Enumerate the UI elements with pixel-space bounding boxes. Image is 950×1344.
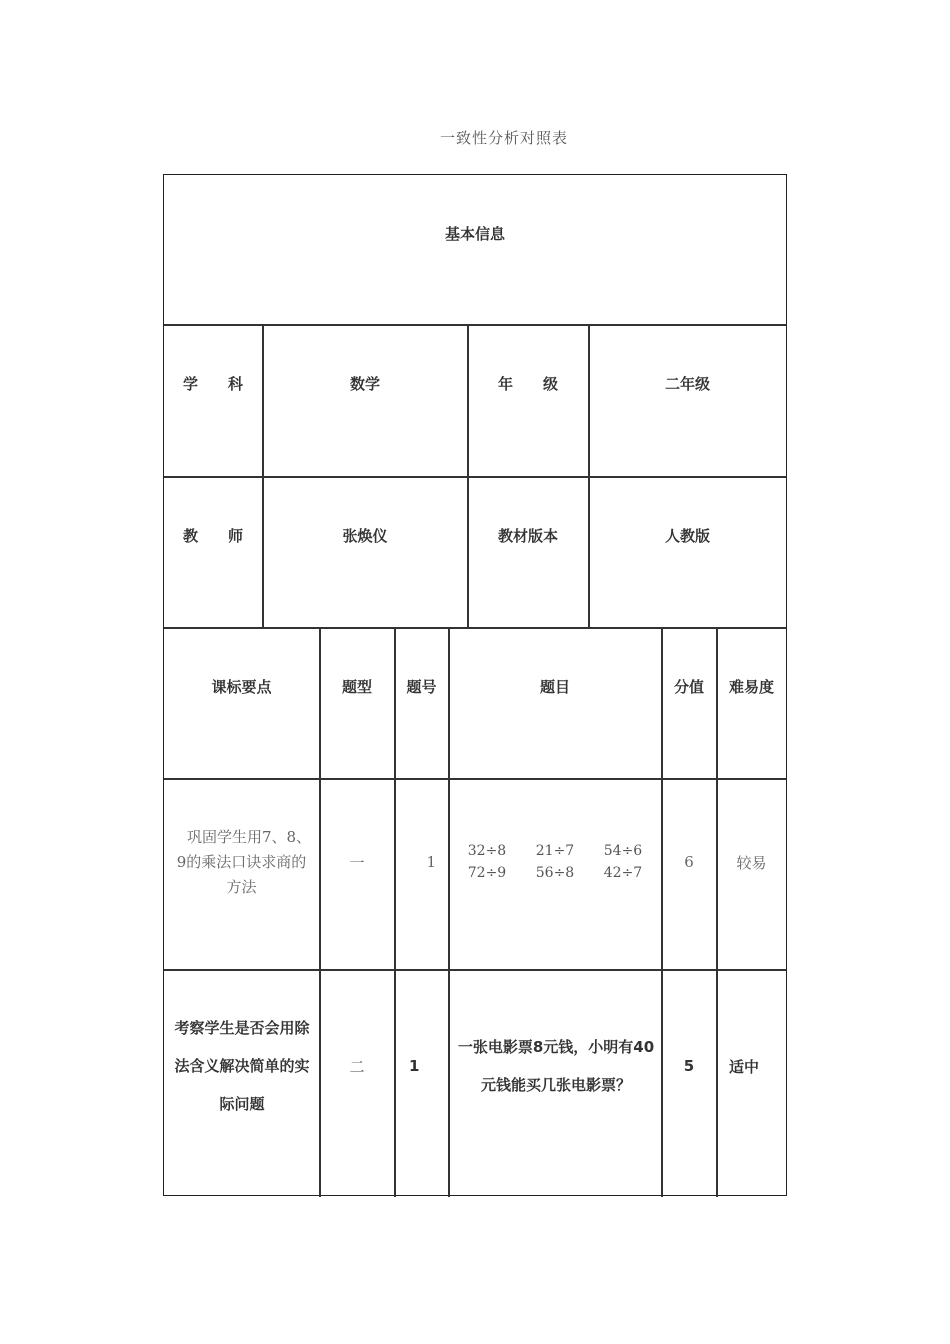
expression: 32÷8 (467, 843, 507, 859)
teacher-value: 张焕仪 (342, 526, 388, 545)
row2-type: 二 (349, 1057, 365, 1076)
header-number: 题号 (406, 677, 437, 696)
row2-number: 1 (409, 1057, 420, 1075)
expression: 21÷7 (535, 843, 575, 859)
document-title: 一致性分析对照表 (439, 129, 568, 147)
grade-label: 年 级 (497, 375, 558, 393)
row1-type: 一 (349, 853, 365, 872)
subject-value: 数学 (349, 375, 380, 393)
basic-info-header: 基本信息 (444, 225, 505, 243)
subject-label: 学 科 (182, 375, 243, 393)
row1-difficulty: 较易 (736, 853, 767, 872)
expression: 54÷6 (603, 843, 643, 859)
grade-value: 二年级 (664, 375, 710, 393)
row1-question (449, 779, 661, 945)
expression: 42÷7 (603, 865, 643, 881)
header-difficulty: 难易度 (728, 677, 774, 696)
row2-point: 考察学生是否会用除法含义解决简单的实际问题 (174, 1019, 310, 1113)
row1-score: 6 (684, 853, 694, 871)
header-question: 题目 (539, 677, 570, 696)
header-score: 分值 (673, 677, 704, 696)
analysis-table (163, 174, 787, 1196)
edition-value: 人教版 (664, 526, 710, 545)
row1-point: 巩固学生用7、8、9的乘法口诀求商的方法 (171, 827, 312, 896)
expression: 56÷8 (535, 865, 575, 881)
row2-score: 5 (683, 1057, 695, 1075)
header-point: 课标要点 (211, 677, 272, 696)
row2-difficulty: 适中 (729, 1057, 760, 1076)
expression-grid (453, 843, 657, 881)
row1-number: 1 (426, 853, 436, 871)
edition-label: 教材版本 (497, 526, 558, 545)
teacher-label: 教 师 (182, 526, 243, 545)
row2-question: 一张电影票8元钱，小明有40元钱能买几张电影票？ (457, 1038, 655, 1094)
expression: 72÷9 (467, 865, 507, 881)
header-type: 题型 (341, 677, 372, 696)
